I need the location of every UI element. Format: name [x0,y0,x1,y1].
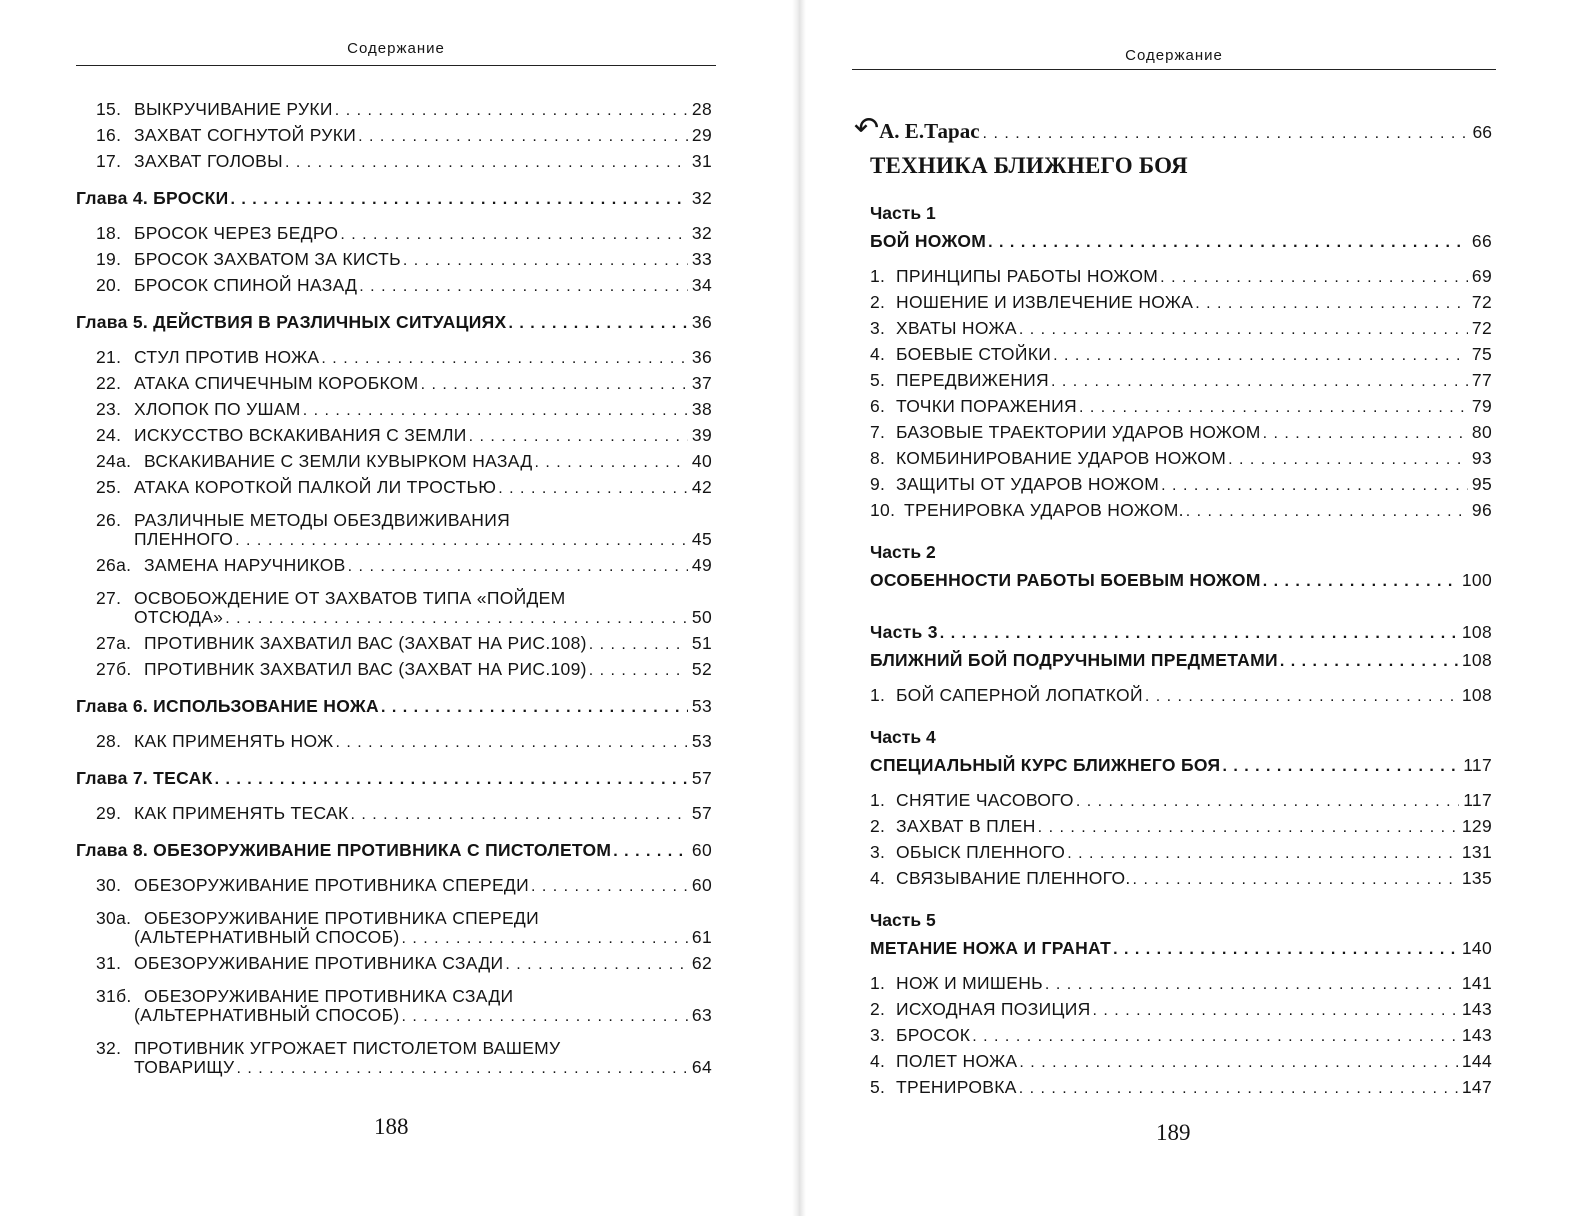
entry-number: 8. [870,448,886,468]
entry-title: ТРЕНИРОВКА [896,1077,1017,1097]
entry-page: 72 [1471,318,1492,338]
entry-title: СВЯЗЫВАНИЕ ПЛЕННОГО. [896,868,1131,888]
entry-page: 69 [1471,266,1492,286]
entry-title-continued: ОТСЮДА» [134,607,224,627]
toc-entry[interactable] [870,497,1492,523]
toc-entry[interactable] [76,396,712,422]
running-head: Содержание [347,40,445,57]
entry-title: ОБЕЗОРУЖИВАНИЕ ПРОТИВНИКА СЗАДИ [134,953,504,973]
entry-number: 18. [96,223,122,243]
entry-title: ЗАМЕНА НАРУЧНИКОВ [144,555,346,575]
part-label: Часть 1 [870,203,936,223]
part-title: БОЙ НОЖОМ [870,231,987,251]
entry-page: 108 [1461,685,1492,705]
toc-entry[interactable] [76,122,712,148]
chapter-heading[interactable] [76,837,712,863]
toc-entry[interactable] [870,813,1492,839]
entry-page: 64 [691,1057,712,1077]
entry-number: 7. [870,422,886,442]
entry-page: 32 [691,188,712,208]
entry-page: 40 [691,451,712,471]
toc-entry[interactable] [870,865,1492,891]
entry-title: ОБЕЗОРУЖИВАНИЕ ПРОТИВНИКА СПЕРЕДИ [134,875,529,895]
entry-title: КОМБИНИРОВАНИЕ УДАРОВ НОЖОМ [896,448,1227,468]
toc-entry[interactable] [76,552,712,578]
toc-entry[interactable] [870,1022,1492,1048]
entry-page: 37 [691,373,712,393]
toc-entry[interactable] [76,500,712,530]
toc-entry-continued[interactable] [76,526,712,552]
entry-number: 27б. [96,659,132,679]
book-spine [792,0,806,1216]
entry-title: БАЗОВЫЕ ТРАЕКТОРИИ УДАРОВ НОЖОМ [896,422,1261,442]
toc-entry[interactable] [870,839,1492,865]
entry-title: ПРОТИВНИК ЗАХВАТИЛ ВАС (ЗАХВАТ НА РИС.109) [144,659,587,679]
entry-title: ВСКАКИВАНИЕ С ЗЕМЛИ КУВЫРКОМ НАЗАД [144,451,533,471]
entry-title-continued: (АЛЬТЕРНАТИВНЫЙ СПОСОБ) [134,1005,400,1025]
toc-entry[interactable] [870,393,1492,419]
toc-entry[interactable] [870,367,1492,393]
left-page [0,0,790,1216]
toc-entry[interactable] [76,448,712,474]
entry-page: 36 [691,312,712,332]
entry-page: 117 [1463,755,1492,775]
page-number: 189 [1156,1120,1191,1145]
entry-title: ЗАХВАТ ГОЛОВЫ [134,151,283,171]
entry-title: БРОСОК ЗАХВАТОМ ЗА КИСТЬ [134,249,401,269]
entry-number: 5. [870,370,886,390]
entry-title: ПЕРЕДВИЖЕНИЯ [896,370,1049,390]
toc-entry[interactable] [76,474,712,500]
entry-title: СТУЛ ПРОТИВ НОЖА [134,347,320,367]
toc-entry[interactable] [870,445,1492,471]
entry-number: 2. [870,816,886,836]
toc-entry[interactable] [76,148,712,174]
entry-page: 66 [1471,231,1492,251]
entry-page: 34 [691,275,712,295]
toc-entry[interactable] [870,996,1492,1022]
entry-page: 77 [1471,370,1492,390]
toc-entry[interactable] [76,344,712,370]
chapter-heading[interactable] [76,693,712,719]
entry-page: 143 [1461,999,1492,1019]
part-title-entry[interactable] [870,935,1492,961]
entry-title: НОШЕНИЕ И ИЗВЛЕЧЕНИЕ НОЖА [896,292,1194,312]
page-number: 188 [374,1114,409,1139]
entry-number: 31. [96,953,122,973]
entry-title: ОБЕЗОРУЖИВАНИЕ ПРОТИВНИКА СПЕРЕДИ [144,908,539,928]
entry-title-continued: (АЛЬТЕРНАТИВНЫЙ СПОСОБ) [134,927,400,947]
entry-title: ПРОТИВНИК УГРОЖАЕТ ПИСТОЛЕТОМ ВАШЕМУ [134,1038,561,1058]
entry-number: 26а. [96,555,132,575]
entry-page: 53 [691,696,712,716]
entry-page: 28 [691,99,712,119]
running-head: Содержание [1125,47,1223,64]
toc-list [76,96,712,1080]
entry-title: ОСВОБОЖДЕНИЕ ОТ ЗАХВАТОВ ТИПА «ПОЙДЕМ [134,588,566,608]
entry-title: ТОЧКИ ПОРАЖЕНИЯ [896,396,1077,416]
entry-page: 144 [1461,1051,1492,1071]
part-label: Часть 3 [870,622,938,642]
toc-entry[interactable] [76,246,712,272]
entry-number: 20. [96,275,122,295]
entry-number: 10. [870,500,896,520]
entry-title-continued: ТОВАРИЩУ [134,1057,235,1077]
entry-title: ЗАХВАТ В ПЛЕН [896,816,1036,836]
entry-number: 3. [870,1025,886,1045]
entry-page: 63 [691,1005,712,1025]
toc-list [854,112,1492,1100]
entry-page: 141 [1461,973,1492,993]
toc-entry[interactable] [870,341,1492,367]
entry-number: 30а. [96,908,132,928]
toc-entry[interactable] [76,1028,712,1058]
toc-entry[interactable] [870,263,1492,289]
toc-entry[interactable] [76,872,712,898]
entry-number: 5. [870,1077,886,1097]
toc-entry[interactable] [76,422,712,448]
part-label-entry[interactable] [870,619,1492,645]
entry-number: 27. [96,588,122,608]
toc-entry-continued[interactable] [76,1002,712,1028]
entry-number: 4. [870,344,886,364]
toc-entry[interactable] [76,370,712,396]
entry-page: 53 [691,731,712,751]
toc-entry[interactable] [76,800,712,826]
entry-page: 38 [691,399,712,419]
header-rule [76,65,716,66]
entry-page: 57 [691,803,712,823]
entry-number: 32. [96,1038,122,1058]
toc-entry[interactable] [76,272,712,298]
entry-number: 21. [96,347,122,367]
entry-number: 27а. [96,633,132,653]
chapter-heading[interactable] [76,765,712,791]
entry-number: 29. [96,803,122,823]
chapter-title: Глава 8. ОБЕЗОРУЖИВАНИЕ ПРОТИВНИКА С ПИСТОЛЕТОМ [76,840,612,860]
entry-title: ПОЛЕТ НОЖА [896,1051,1018,1071]
entry-page: 96 [1471,500,1492,520]
entry-number: 4. [870,868,886,888]
entry-title: ПРОТИВНИК ЗАХВАТИЛ ВАС (ЗАХВАТ НА РИС.108) [144,633,587,653]
entry-title: БОЙ САПЕРНОЙ ЛОПАТКОЙ [896,685,1143,705]
entry-page: 52 [691,659,712,679]
toc-entry[interactable] [76,630,712,656]
entry-title: БОЕВЫЕ СТОЙКИ [896,344,1052,364]
part-title-entry[interactable] [870,752,1492,778]
part-title-entry[interactable] [870,567,1492,593]
right-page [806,0,1594,1216]
entry-page: 49 [691,555,712,575]
part-label: Часть 2 [870,542,936,562]
entry-page: 66 [1472,122,1492,142]
chapter-title: Глава 6. ИСПОЛЬЗОВАНИЕ НОЖА [76,696,379,716]
entry-number: 6. [870,396,886,416]
entry-number: 24. [96,425,122,445]
author-entry[interactable] [854,112,1492,146]
toc-entry[interactable] [870,315,1492,341]
entry-title: ИСХОДНАЯ ПОЗИЦИЯ [896,999,1091,1019]
entry-page: 93 [1471,448,1492,468]
toc-entry[interactable] [76,96,712,122]
toc-entry[interactable] [76,976,712,1006]
entry-title: ЗАЩИТЫ ОТ УДАРОВ НОЖОМ [896,474,1160,494]
entry-title: БРОСОК [896,1025,971,1045]
entry-page: 147 [1461,1077,1492,1097]
toc-entry[interactable] [76,578,712,608]
part-title: СПЕЦИАЛЬНЫЙ КУРС БЛИЖНЕГО БОЯ [870,755,1221,775]
entry-title: КАК ПРИМЕНЯТЬ НОЖ [134,731,334,751]
entry-page: 57 [691,768,712,788]
toc-entry[interactable] [870,1048,1492,1074]
entry-page: 100 [1461,570,1492,590]
entry-title: ХЛОПОК ПО УШАМ [134,399,301,419]
entry-page: 39 [691,425,712,445]
entry-page: 31 [691,151,712,171]
toc-entry[interactable] [76,950,712,976]
entry-page: 140 [1461,938,1492,958]
entry-page: 75 [1471,344,1492,364]
header-rule [852,69,1496,70]
chapter-title: Глава 4. БРОСКИ [76,188,229,208]
entry-number: 9. [870,474,886,494]
toc-entry[interactable] [76,728,712,754]
entry-title: АТАКА СПИЧЕЧНЫМ КОРОБКОМ [134,373,419,393]
entry-title: ВЫКРУЧИВАНИЕ РУКИ [134,99,333,119]
entry-number: 2. [870,999,886,1019]
entry-page: 61 [691,927,712,947]
chapter-title: Глава 7. ТЕСАК [76,768,213,788]
toc-entry[interactable] [76,898,712,928]
entry-page: 42 [691,477,712,497]
entry-page: 29 [691,125,712,145]
curved-arrow-icon: ↷ [854,112,880,145]
chapter-title: Глава 5. ДЕЙСТВИЯ В РАЗЛИЧНЫХ СИТУАЦИЯХ [76,312,507,332]
toc-entry[interactable] [870,787,1492,813]
toc-entry-continued[interactable] [76,924,712,950]
toc-entry[interactable] [870,419,1492,445]
entry-number: 3. [870,842,886,862]
entry-title: ХВАТЫ НОЖА [896,318,1017,338]
toc-entry[interactable] [870,682,1492,708]
entry-page: 79 [1471,396,1492,416]
entry-number: 30. [96,875,122,895]
entry-number: 26. [96,510,122,530]
entry-page: 135 [1461,868,1492,888]
entry-page: 60 [691,840,712,860]
part-title: ОСОБЕННОСТИ РАБОТЫ БОЕВЫМ НОЖОМ [870,570,1261,590]
entry-number: 16. [96,125,122,145]
entry-number: 19. [96,249,122,269]
entry-title: НОЖ И МИШЕНЬ [896,973,1043,993]
toc-entry[interactable] [870,1074,1492,1100]
part-title-entry[interactable] [870,228,1492,254]
entry-title: ИСКУССТВО ВСКАКИВАНИЯ С ЗЕМЛИ [134,425,467,445]
entry-page: 72 [1471,292,1492,312]
section-title: ТЕХНИКА БЛИЖНЕГО БОЯ [870,153,1188,178]
entry-page: 36 [691,347,712,367]
toc-entry-continued[interactable] [76,1054,712,1080]
entry-title: ОБЫСК ПЛЕННОГО [896,842,1066,862]
entry-title: ОБЕЗОРУЖИВАНИЕ ПРОТИВНИКА СЗАДИ [144,986,514,1006]
toc-entry[interactable] [76,220,712,246]
entry-page: 80 [1471,422,1492,442]
entry-page: 108 [1461,622,1492,642]
entry-number: 1. [870,790,886,810]
entry-title: АТАКА КОРОТКОЙ ПАЛКОЙ ЛИ ТРОСТЬЮ [134,477,497,497]
part-title: БЛИЖНИЙ БОЙ ПОДРУЧНЫМИ ПРЕДМЕТАМИ [870,650,1278,670]
toc-entry[interactable] [870,970,1492,996]
entry-title: БРОСОК СПИНОЙ НАЗАД [134,275,358,295]
entry-page: 32 [691,223,712,243]
toc-entry-continued[interactable] [76,604,712,630]
part-title: МЕТАНИЕ НОЖА И ГРАНАТ [870,938,1112,958]
entry-number: 3. [870,318,886,338]
entry-title: ЗАХВАТ СОГНУТОЙ РУКИ [134,125,357,145]
toc-entry[interactable] [870,471,1492,497]
part-label: Часть 4 [870,727,936,747]
entry-title: БРОСОК ЧЕРЕЗ БЕДРО [134,223,339,243]
entry-number: 28. [96,731,122,751]
entry-number: 1. [870,973,886,993]
entry-number: 15. [96,99,122,119]
entry-page: 131 [1461,842,1492,862]
entry-title-continued: ПЛЕННОГО [134,529,234,549]
entry-page: 95 [1471,474,1492,494]
entry-number: 1. [870,266,886,286]
toc-entry[interactable] [76,656,712,682]
entry-number: 17. [96,151,122,171]
entry-number: 25. [96,477,122,497]
entry-page: 62 [691,953,712,973]
chapter-heading[interactable] [76,185,712,211]
part-label: Часть 5 [870,910,936,930]
entry-page: 45 [691,529,712,549]
entry-number: 1. [870,685,886,705]
entry-title: РАЗЛИЧНЫЕ МЕТОДЫ ОБЕЗДВИЖИВАНИЯ [134,510,511,530]
entry-title: СНЯТИЕ ЧАСОВОГО [896,790,1074,810]
entry-number: 22. [96,373,122,393]
entry-page: 51 [691,633,712,653]
entry-title: ПРИНЦИПЫ РАБОТЫ НОЖОМ [896,266,1159,286]
entry-page: 33 [691,249,712,269]
author-name: А. Е.Тарас [879,119,980,143]
entry-title: КАК ПРИМЕНЯТЬ ТЕСАК [134,803,349,823]
entry-page: 50 [691,607,712,627]
entry-number: 31б. [96,986,132,1006]
entry-number: 4. [870,1051,886,1071]
entry-page: 129 [1461,816,1492,836]
entry-number: 2. [870,292,886,312]
entry-page: 143 [1461,1025,1492,1045]
entry-number: 24а. [96,451,132,471]
entry-page: 108 [1461,650,1492,670]
entry-page: 117 [1463,790,1492,810]
chapter-heading[interactable] [76,309,712,335]
part-title-entry[interactable] [870,647,1492,673]
entry-number: 23. [96,399,122,419]
toc-entry[interactable] [870,289,1492,315]
entry-page: 60 [691,875,712,895]
entry-title: ТРЕНИРОВКА УДАРОВ НОЖОМ. [904,500,1184,520]
